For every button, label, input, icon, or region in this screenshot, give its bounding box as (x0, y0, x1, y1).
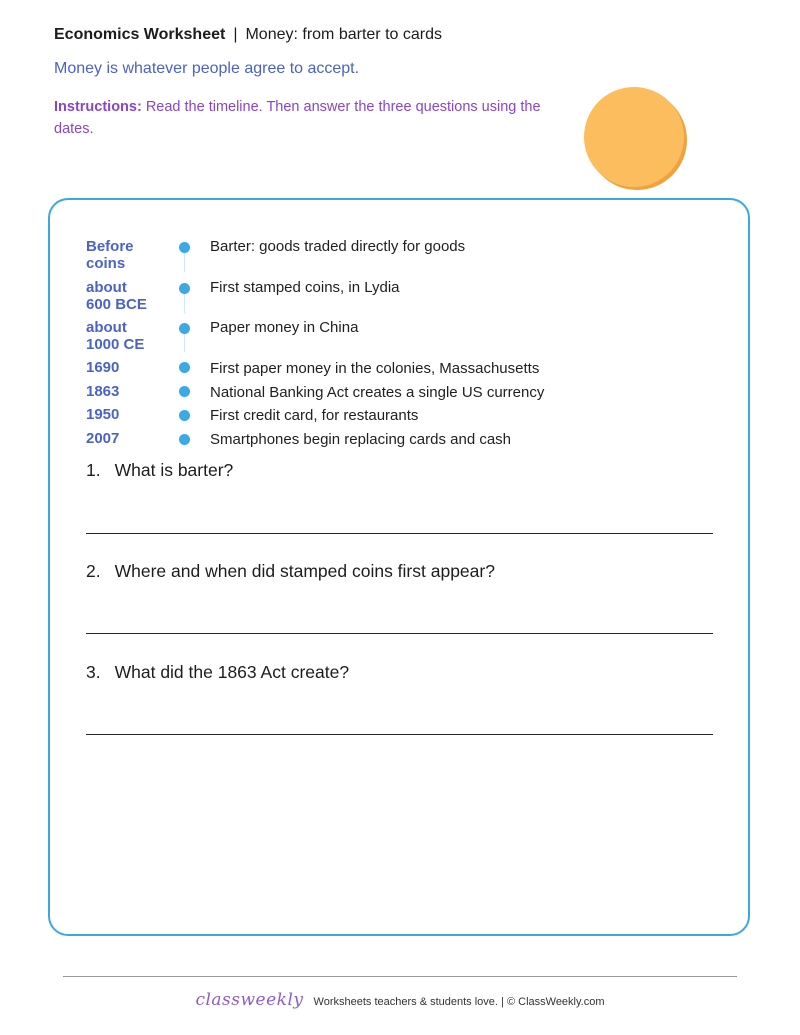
brand-logo: classweekly (195, 990, 304, 1010)
timeline-date-line: 1863 (86, 383, 120, 400)
footer-tagline: Worksheets teachers & students love. (313, 996, 498, 1008)
worksheet-topic: Money: from barter to cards (245, 26, 442, 43)
answer-line[interactable] (86, 633, 713, 634)
timeline-dot (179, 242, 190, 253)
timeline-date (86, 383, 119, 400)
timeline-event: National Banking Act creates a single US currency (210, 384, 545, 401)
tagline: Money is whatever people agree to accept. (54, 60, 360, 77)
question-text: Where and when did stamped coins first appear? (114, 561, 495, 581)
timeline-date-line: Before (86, 238, 134, 255)
timeline-date-line: about (86, 279, 127, 296)
timeline-event: Barter: goods traded directly for goods (210, 238, 466, 255)
footer-copyright: © ClassWeekly.com (506, 996, 605, 1008)
header-separator: | (233, 26, 238, 43)
instructions (54, 96, 564, 140)
footer (0, 990, 800, 1010)
instructions-label: Instructions: (54, 99, 142, 115)
timeline-date-line: about (86, 319, 127, 336)
timeline-dot (179, 323, 190, 334)
timeline-dot (179, 434, 190, 445)
timeline-dot (179, 283, 190, 294)
timeline-dot (179, 362, 190, 373)
question-text: What is barter? (114, 460, 234, 480)
timeline-event: First paper money in the colonies, Massachusetts (210, 360, 540, 377)
question-number: 3. (86, 662, 101, 682)
timeline-connector (184, 334, 185, 352)
timeline-date-line: 1950 (86, 406, 120, 423)
question-number: 2. (86, 561, 101, 581)
timeline-date (86, 238, 134, 272)
timeline-dot (179, 410, 190, 421)
question-text: What did the 1863 Act create? (114, 662, 350, 682)
instructions-text: Read the timeline. Then answer the three questions using the dates. (54, 99, 541, 137)
worksheet-header (54, 26, 442, 44)
timeline-date (86, 319, 144, 353)
timeline-connector (184, 294, 185, 313)
worksheet-subject: Economics Worksheet (54, 26, 226, 43)
timeline-connector (184, 253, 185, 272)
question (86, 662, 349, 683)
question (86, 561, 495, 582)
answer-line[interactable] (86, 533, 713, 534)
timeline-date-line: 600 BCE (86, 296, 147, 313)
timeline-date-line: 1000 CE (86, 336, 145, 353)
question-number: 1. (86, 460, 101, 480)
timeline-date-line: 2007 (86, 430, 120, 447)
footer-separator: | (501, 996, 504, 1008)
timeline-event: Paper money in China (210, 319, 359, 336)
timeline-date (86, 430, 119, 447)
timeline-dot (179, 386, 190, 397)
timeline-date-line: coins (86, 255, 126, 272)
footer-divider (63, 976, 737, 977)
timeline-date (86, 279, 147, 313)
coin-illustration (584, 87, 684, 187)
timeline-date-line: 1690 (86, 359, 120, 376)
timeline-event: Smartphones begin replacing cards and cash (210, 431, 512, 448)
timeline-event: First credit card, for restaurants (210, 407, 419, 424)
timeline-date (86, 406, 119, 423)
timeline-date (86, 359, 119, 376)
answer-line[interactable] (86, 734, 713, 735)
question (86, 460, 233, 481)
timeline-event: First stamped coins, in Lydia (210, 279, 400, 296)
